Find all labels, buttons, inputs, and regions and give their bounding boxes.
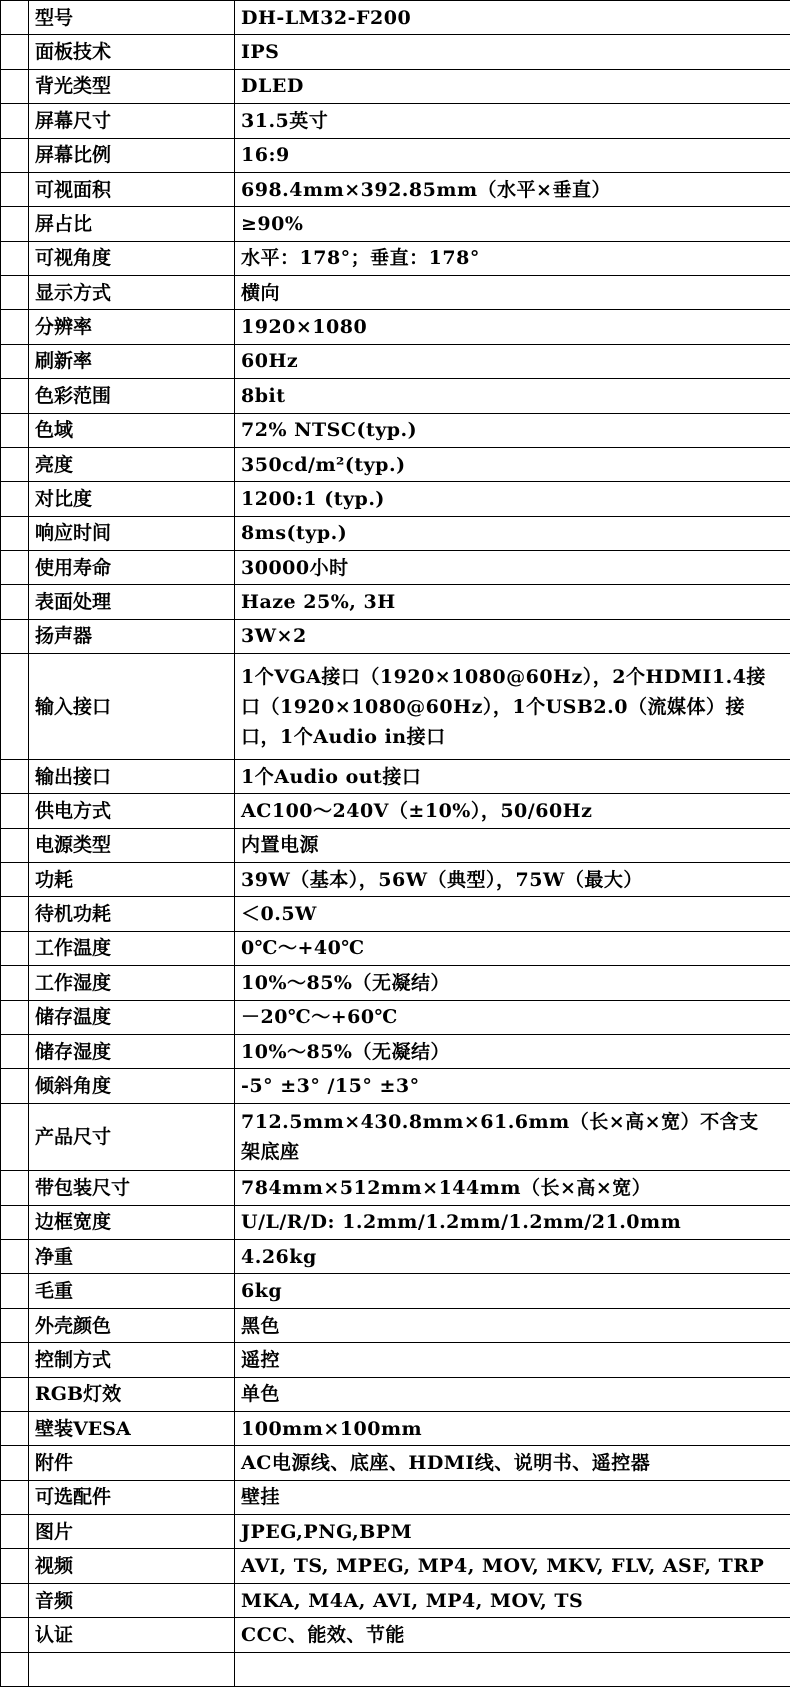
spec-label: 亮度	[29, 447, 235, 481]
spec-row	[1, 138, 790, 172]
spec-row	[1, 1034, 790, 1068]
spec-label: 输出接口	[29, 759, 235, 793]
row-gutter-cell	[1, 1103, 29, 1171]
spec-row	[1, 966, 790, 1000]
spec-value: 内置电源	[235, 828, 790, 862]
spec-label: 净重	[29, 1240, 235, 1274]
spec-label: 工作温度	[29, 931, 235, 965]
spec-value: DLED	[235, 69, 790, 103]
spec-value: ≥90%	[235, 207, 790, 241]
row-gutter-cell	[1, 1069, 29, 1103]
row-gutter-cell	[1, 1515, 29, 1549]
row-gutter-cell	[1, 1308, 29, 1342]
row-gutter-cell	[1, 310, 29, 344]
spec-value: AC100～240V（±10%），50/60Hz	[235, 794, 790, 828]
spec-label: 响应时间	[29, 516, 235, 550]
spec-value-line: 712.5mm×430.8mm×61.6mm（长×高×宽）不含支	[241, 1110, 759, 1133]
row-gutter-cell	[1, 1274, 29, 1308]
spec-row	[1, 69, 790, 103]
spec-value: 16:9	[235, 138, 790, 172]
spec-row	[1, 619, 790, 653]
spec-value: AVI, TS, MPEG, MP4, MOV, MKV, FLV, ASF, TRP	[235, 1549, 790, 1583]
spec-label: 输入接口	[29, 654, 235, 760]
row-gutter-cell	[1, 897, 29, 931]
row-gutter-cell	[1, 1583, 29, 1617]
row-gutter-cell	[1, 516, 29, 550]
spec-value: 1200:1 (typ.)	[235, 482, 790, 516]
row-gutter-cell	[1, 447, 29, 481]
spec-label: 面板技术	[29, 35, 235, 69]
spec-value: 6kg	[235, 1274, 790, 1308]
spec-row	[1, 759, 790, 793]
spec-label: 音频	[29, 1583, 235, 1617]
row-gutter-cell	[1, 35, 29, 69]
spec-row	[1, 828, 790, 862]
spec-row	[1, 35, 790, 69]
spec-value: 黑色	[235, 1308, 790, 1342]
spec-value: 30000小时	[235, 551, 790, 585]
spec-value: IPS	[235, 35, 790, 69]
row-gutter-cell	[1, 104, 29, 138]
spec-row	[1, 276, 790, 310]
spec-label: 毛重	[29, 1274, 235, 1308]
spec-label: 可视面积	[29, 172, 235, 206]
spec-label: 待机功耗	[29, 897, 235, 931]
spec-value: 60Hz	[235, 344, 790, 378]
spec-row	[1, 344, 790, 378]
spec-value: DH-LM32-F200	[235, 1, 790, 35]
spec-value: －20℃～+60℃	[235, 1000, 790, 1034]
spec-label: 背光类型	[29, 69, 235, 103]
spec-value: AC电源线、底座、HDMI线、说明书、遥控器	[235, 1446, 790, 1480]
row-gutter-cell	[1, 1, 29, 35]
spec-row	[1, 1652, 790, 1686]
spec-value: 3W×2	[235, 619, 790, 653]
row-gutter-cell	[1, 863, 29, 897]
spec-value: 39W（基本），56W（典型），75W（最大）	[235, 863, 790, 897]
spec-row	[1, 1515, 790, 1549]
spec-value-line: 口（1920×1080@60Hz），1个USB2.0（流媒体）接	[241, 695, 745, 718]
spec-row	[1, 310, 790, 344]
row-gutter-cell	[1, 828, 29, 862]
row-gutter-cell	[1, 172, 29, 206]
row-gutter-cell	[1, 138, 29, 172]
spec-value: -5° ±3° /15° ±3°	[235, 1069, 790, 1103]
row-gutter-cell	[1, 1205, 29, 1239]
spec-label: RGB灯效	[29, 1377, 235, 1411]
spec-label: 视频	[29, 1549, 235, 1583]
spec-label: 可视角度	[29, 241, 235, 275]
spec-label: 控制方式	[29, 1343, 235, 1377]
row-gutter-cell	[1, 1343, 29, 1377]
row-gutter-cell	[1, 1171, 29, 1205]
spec-value: JPEG,PNG,BPM	[235, 1515, 790, 1549]
spec-value: 8ms(typ.)	[235, 516, 790, 550]
spec-label: 表面处理	[29, 585, 235, 619]
spec-row	[1, 1583, 790, 1617]
spec-value: 100mm×100mm	[235, 1411, 790, 1445]
spec-label: 储存温度	[29, 1000, 235, 1034]
spec-row	[1, 1274, 790, 1308]
spec-value	[235, 1103, 790, 1171]
spec-value: 31.5英寸	[235, 104, 790, 138]
spec-row	[1, 1480, 790, 1514]
spec-row	[1, 1205, 790, 1239]
spec-label: 型号	[29, 1, 235, 35]
spec-value-line: 口，1个Audio in接口	[241, 725, 446, 748]
spec-row	[1, 447, 790, 481]
row-gutter-cell	[1, 1480, 29, 1514]
spec-label: 扬声器	[29, 619, 235, 653]
spec-value	[235, 1652, 790, 1686]
row-gutter-cell	[1, 551, 29, 585]
spec-value-line: 1个VGA接口（1920×1080@60Hz），2个HDMI1.4接	[241, 665, 766, 688]
spec-value: 1个Audio out接口	[235, 759, 790, 793]
spec-row	[1, 413, 790, 447]
spec-row	[1, 1069, 790, 1103]
spec-row	[1, 1343, 790, 1377]
row-gutter-cell	[1, 619, 29, 653]
row-gutter-cell	[1, 759, 29, 793]
spec-row	[1, 654, 790, 760]
spec-row	[1, 1411, 790, 1445]
row-gutter-cell	[1, 413, 29, 447]
spec-row	[1, 1103, 790, 1171]
row-gutter-cell	[1, 276, 29, 310]
spec-label: 供电方式	[29, 794, 235, 828]
spec-value: U/L/R/D: 1.2mm/1.2mm/1.2mm/21.0mm	[235, 1205, 790, 1239]
spec-value: 698.4mm×392.85mm（水平×垂直）	[235, 172, 790, 206]
spec-label: 壁装VESA	[29, 1411, 235, 1445]
spec-value: Haze 25%, 3H	[235, 585, 790, 619]
row-gutter-cell	[1, 1411, 29, 1445]
row-gutter-cell	[1, 794, 29, 828]
spec-label: 带包装尺寸	[29, 1171, 235, 1205]
spec-value: 遥控	[235, 1343, 790, 1377]
spec-label: 功耗	[29, 863, 235, 897]
row-gutter-cell	[1, 585, 29, 619]
spec-value: 1920×1080	[235, 310, 790, 344]
spec-label: 显示方式	[29, 276, 235, 310]
spec-label: 可选配件	[29, 1480, 235, 1514]
spec-value: 350cd/m²(typ.)	[235, 447, 790, 481]
spec-row	[1, 241, 790, 275]
spec-label: 图片	[29, 1515, 235, 1549]
spec-row	[1, 1377, 790, 1411]
spec-label: 分辨率	[29, 310, 235, 344]
row-gutter-cell	[1, 1000, 29, 1034]
spec-label: 储存湿度	[29, 1034, 235, 1068]
row-gutter-cell	[1, 1377, 29, 1411]
row-gutter-cell	[1, 207, 29, 241]
row-gutter-cell	[1, 69, 29, 103]
row-gutter-cell	[1, 1240, 29, 1274]
spec-row	[1, 551, 790, 585]
spec-row	[1, 1000, 790, 1034]
row-gutter-cell	[1, 1034, 29, 1068]
spec-row	[1, 482, 790, 516]
spec-label: 产品尺寸	[29, 1103, 235, 1171]
spec-row	[1, 1446, 790, 1480]
spec-row	[1, 1618, 790, 1652]
spec-row	[1, 1549, 790, 1583]
row-gutter-cell	[1, 654, 29, 760]
spec-value: 4.26kg	[235, 1240, 790, 1274]
spec-label: 外壳颜色	[29, 1308, 235, 1342]
spec-label: 电源类型	[29, 828, 235, 862]
spec-row	[1, 104, 790, 138]
row-gutter-cell	[1, 1446, 29, 1480]
row-gutter-cell	[1, 931, 29, 965]
row-gutter-cell	[1, 1549, 29, 1583]
spec-row	[1, 794, 790, 828]
spec-label: 认证	[29, 1618, 235, 1652]
row-gutter-cell	[1, 1652, 29, 1686]
spec-label: 屏幕比例	[29, 138, 235, 172]
spec-label: 工作湿度	[29, 966, 235, 1000]
spec-value: 0℃～+40℃	[235, 931, 790, 965]
spec-label: 屏幕尺寸	[29, 104, 235, 138]
spec-row	[1, 585, 790, 619]
row-gutter-cell	[1, 344, 29, 378]
spec-label: 屏占比	[29, 207, 235, 241]
row-gutter-cell	[1, 379, 29, 413]
spec-value: 10%～85%（无凝结）	[235, 1034, 790, 1068]
spec-value: 壁挂	[235, 1480, 790, 1514]
spec-row	[1, 172, 790, 206]
row-gutter-cell	[1, 966, 29, 1000]
spec-value: 10%～85%（无凝结）	[235, 966, 790, 1000]
spec-row	[1, 1, 790, 35]
spec-row	[1, 897, 790, 931]
spec-value: 784mm×512mm×144mm（长×高×宽）	[235, 1171, 790, 1205]
spec-value: ＜0.5W	[235, 897, 790, 931]
spec-value	[235, 654, 790, 760]
row-gutter-cell	[1, 1618, 29, 1652]
spec-label: 刷新率	[29, 344, 235, 378]
spec-value: MKA, M4A, AVI, MP4, MOV, TS	[235, 1583, 790, 1617]
spec-row	[1, 1171, 790, 1205]
spec-label: 附件	[29, 1446, 235, 1480]
spec-row	[1, 1240, 790, 1274]
spec-table-body	[1, 1, 790, 1687]
spec-row	[1, 516, 790, 550]
spec-row	[1, 863, 790, 897]
spec-label: 边框宽度	[29, 1205, 235, 1239]
spec-row	[1, 207, 790, 241]
spec-label	[29, 1652, 235, 1686]
spec-label: 色域	[29, 413, 235, 447]
spec-value: 8bit	[235, 379, 790, 413]
spec-value-line: 架底座	[241, 1140, 300, 1163]
spec-row	[1, 931, 790, 965]
spec-row	[1, 1308, 790, 1342]
spec-value: 水平：178°；垂直：178°	[235, 241, 790, 275]
spec-value: 单色	[235, 1377, 790, 1411]
spec-label: 色彩范围	[29, 379, 235, 413]
spec-label: 使用寿命	[29, 551, 235, 585]
spec-label: 倾斜角度	[29, 1069, 235, 1103]
spec-value: 横向	[235, 276, 790, 310]
spec-row	[1, 379, 790, 413]
spec-value: CCC、能效、节能	[235, 1618, 790, 1652]
row-gutter-cell	[1, 241, 29, 275]
row-gutter-cell	[1, 482, 29, 516]
spec-label: 对比度	[29, 482, 235, 516]
spec-value: 72% NTSC(typ.)	[235, 413, 790, 447]
